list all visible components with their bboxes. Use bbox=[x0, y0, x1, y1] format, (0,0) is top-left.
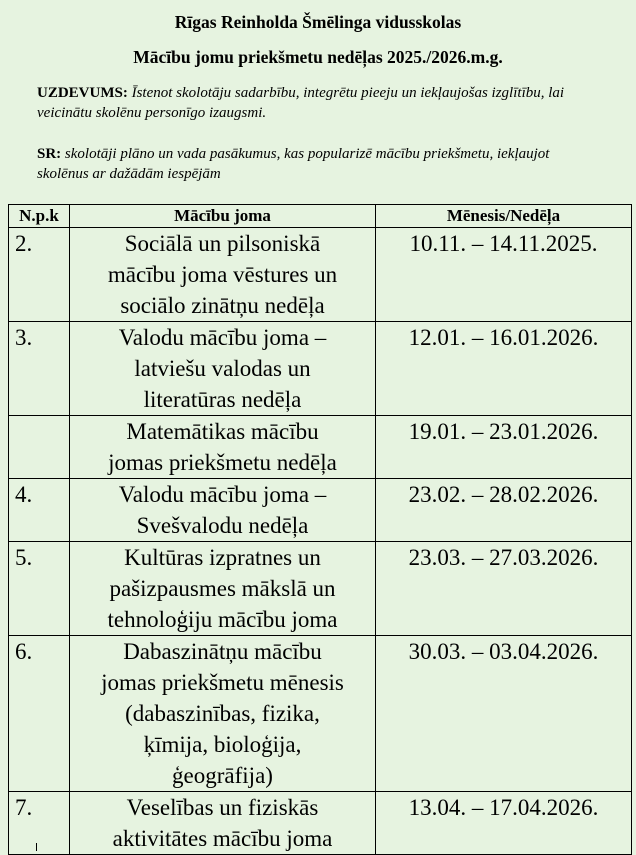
row-number: 4. bbox=[9, 479, 70, 542]
row-subject-area bbox=[70, 322, 376, 416]
table-continuation-line bbox=[36, 843, 37, 851]
task-text: Īstenot skolotāju sadarbību, integrētu pieeju un iekļaujošas izglītību, lai veicinātu skolēnu personīgo izaugsmi. bbox=[37, 85, 565, 121]
area-line: literatūras nedēļa bbox=[143, 387, 302, 412]
area-line: Dabaszinātņu mācību bbox=[123, 639, 322, 664]
result-label: SR: bbox=[37, 146, 62, 162]
row-subject-area bbox=[70, 416, 376, 479]
area-line: Kultūras izpratnes un bbox=[124, 545, 321, 570]
table-row bbox=[9, 322, 632, 416]
area-line: pašizpausmes mākslā un bbox=[109, 576, 336, 601]
area-line: jomas priekšmetu mēnesis bbox=[101, 670, 344, 695]
row-subject-area bbox=[70, 792, 376, 855]
schedule-table bbox=[8, 204, 632, 855]
table-row bbox=[9, 416, 632, 479]
area-line: Svešvalodu nedēļa bbox=[136, 513, 309, 538]
row-number: 2. bbox=[9, 228, 70, 322]
area-line: Sociālā un pilsoniskā bbox=[124, 231, 321, 256]
area-line: latviešu valodas un bbox=[134, 356, 311, 381]
row-dates: 10.11. – 14.11.2025. bbox=[376, 228, 632, 322]
table-row bbox=[9, 228, 632, 322]
header-subject-area: Mācību joma bbox=[70, 205, 376, 228]
table-row bbox=[9, 636, 632, 792]
area-line: (dabaszinības, fizika, bbox=[125, 701, 320, 726]
task-label: UZDEVUMS: bbox=[37, 85, 128, 101]
row-subject-area bbox=[70, 542, 376, 636]
header-month-week: Mēnesis/Nedēļa bbox=[376, 205, 632, 228]
row-subject-area bbox=[70, 636, 376, 792]
area-line: Matemātikas mācību bbox=[126, 419, 319, 444]
area-line: tehnoloģiju mācību joma bbox=[107, 607, 338, 632]
row-number: 7. bbox=[9, 792, 70, 855]
row-subject-area bbox=[70, 479, 376, 542]
school-title: Rīgas Reinholda Šmēlinga vidusskolas bbox=[174, 12, 462, 32]
area-line: aktivitātes mācību joma bbox=[112, 826, 333, 851]
area-line: jomas priekšmetu nedēļa bbox=[108, 450, 337, 475]
row-number: 6. bbox=[9, 636, 70, 792]
header-number: N.p.k bbox=[9, 205, 70, 228]
row-dates: 23.02. – 28.02.2026. bbox=[376, 479, 632, 542]
area-line: ģeogrāfija) bbox=[172, 763, 273, 788]
row-subject-area bbox=[70, 228, 376, 322]
result-paragraph bbox=[37, 144, 597, 184]
table-row bbox=[9, 542, 632, 636]
area-line: Veselības un fiziskās bbox=[126, 795, 319, 820]
area-line: sociālo zinātņu nedēļa bbox=[120, 293, 325, 318]
table-row bbox=[9, 792, 632, 855]
table-header-row bbox=[9, 205, 632, 228]
row-number: 5. bbox=[9, 542, 70, 636]
area-line: Valodu mācību joma – bbox=[118, 325, 327, 350]
area-line: mācību joma vēstures un bbox=[107, 262, 338, 287]
document-subtitle: Mācību jomu priekšmetu nedēļas 2025./2026.m.g. bbox=[133, 47, 503, 67]
row-dates: 12.01. – 16.01.2026. bbox=[376, 322, 632, 416]
row-number bbox=[9, 416, 70, 479]
area-line: ķīmija, bioloģija, bbox=[143, 732, 302, 757]
row-dates: 13.04. – 17.04.2026. bbox=[376, 792, 632, 855]
task-paragraph bbox=[37, 83, 597, 123]
row-number: 3. bbox=[9, 322, 70, 416]
area-line: Valodu mācību joma – bbox=[118, 482, 327, 507]
row-dates: 19.01. – 23.01.2026. bbox=[376, 416, 632, 479]
row-dates: 30.03. – 03.04.2026. bbox=[376, 636, 632, 792]
row-dates: 23.03. – 27.03.2026. bbox=[376, 542, 632, 636]
result-text: skolotāji plāno un vada pasākumus, kas popularizē mācību priekšmetu, iekļaujot skolēnus ar dažādām iespējām bbox=[37, 146, 550, 182]
table-row bbox=[9, 479, 632, 542]
